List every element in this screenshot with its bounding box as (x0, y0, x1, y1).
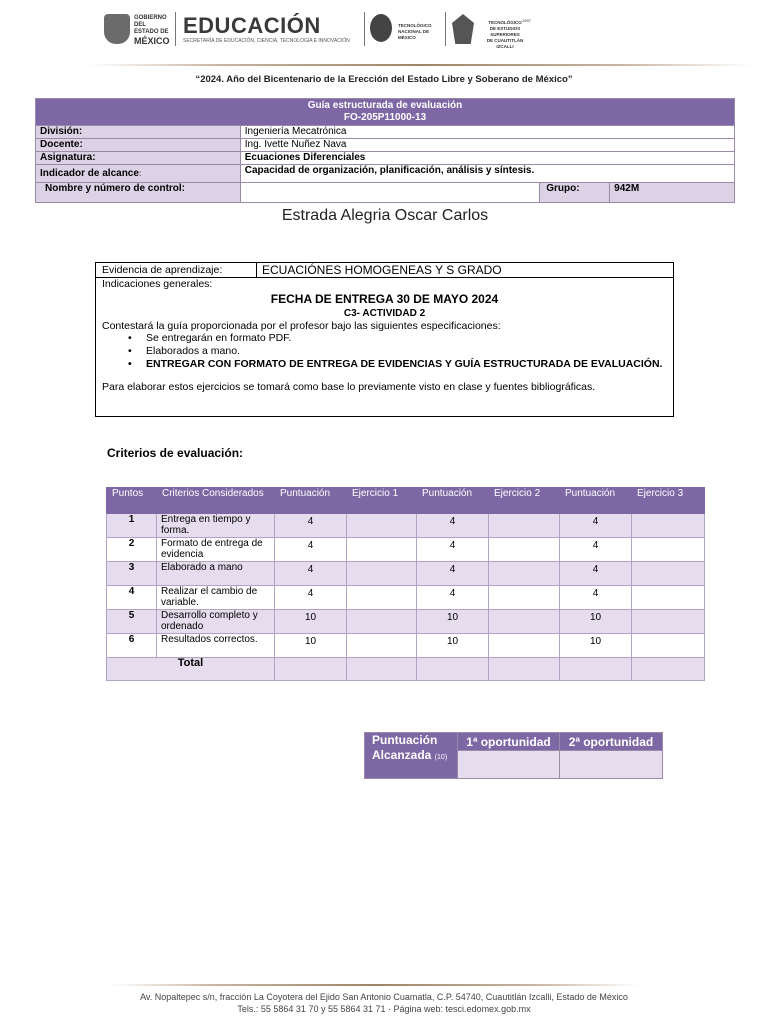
indicador-label-text: Indicador de alcance (40, 167, 139, 179)
instructions-footer: Para elaborar estos ejercicios se tomará como base lo previamente visto en clase y fuentes bibliográficas. (102, 381, 596, 393)
educacion-title: EDUCACIÓN (183, 13, 321, 38)
educacion-subtitle: SECRETARÍA DE EDUCACIÓN, CIENCIA, TECNOLOGÍA E INNOVACIÓN (183, 38, 350, 44)
gobierno-edomex-logo (104, 12, 172, 46)
list-item: • Elaborados a mano. (128, 345, 240, 357)
bullet-icon: • (128, 345, 132, 357)
column-header: Criterios Considerados (157, 488, 275, 514)
score-max: (10) (434, 754, 448, 761)
second-opportunity-score (560, 751, 663, 779)
indicador-value: Capacidad de organización, planificación, análisis y síntesis. (240, 165, 734, 183)
column-header: Ejercicio 3 (632, 488, 705, 514)
tesci-emblem-icon (452, 14, 474, 44)
address-line: Av. Nopaltepec s/n, fracción La Coyotera del Ejido San Antonio Cuamatla, C.P. 54740, Cuautitlán Izcalli, Estado de México (140, 992, 628, 1002)
total-label: Total (107, 658, 275, 681)
first-opportunity-score (458, 751, 560, 779)
control-label: Nombre y número de control: (36, 183, 241, 203)
footer-address (0, 991, 768, 1015)
instructions-list (126, 332, 667, 371)
column-header: Ejercicio 1 (347, 488, 417, 514)
table-row: 5 Desarrollo completo y ordenado 10 10 10 (107, 610, 705, 634)
edomex-shield-icon (104, 14, 130, 44)
logo-divider (445, 12, 446, 46)
year-motto: “2024. Año del Bicentenario de la Erección del Estado Libre y Soberano de México” (195, 74, 573, 85)
division-label: División: (36, 126, 241, 139)
instructions-intro: Contestará la guía proporcionada por el profesor bajo las siguientes especificaciones: (102, 320, 501, 332)
tecnm-line2: NACIONAL DE MÉXICO (398, 29, 430, 40)
tesci-line2: DE ESTUDIOS SUPERIORES (489, 26, 521, 37)
activity-title: C3- ACTIVIDAD 2 (343, 308, 426, 319)
grupo-label: Grupo: (540, 183, 610, 203)
indicaciones-label: Indicaciones generales: (102, 278, 213, 290)
indicador-label (36, 165, 241, 183)
list-item: • Se entregarán en formato PDF. (128, 332, 292, 344)
evidence-box (95, 262, 674, 417)
column-header: Puntos (107, 488, 157, 514)
tecnm-gear-icon (370, 14, 392, 42)
tesci-logo (452, 14, 532, 49)
table-row: 4 Realizar el cambio de variable. 4 4 4 (107, 586, 705, 610)
table-row: 1 Entrega en tiempo y forma. 4 4 4 (107, 514, 705, 538)
column-header: Puntuación (417, 488, 489, 514)
gov-mid-text: ESTADO DE (134, 29, 169, 35)
asignatura-label: Asignatura: (36, 152, 241, 165)
logo-divider (175, 12, 176, 46)
docente-value: Ing. Ivette Nuñez Nava (240, 139, 734, 152)
table-row: 3 Elaborado a mano 4 4 4 (107, 562, 705, 586)
guide-code: FO-205P11000-13 (343, 112, 427, 123)
tecnm-logo (370, 14, 446, 44)
gov-big-text: MÉXICO (134, 36, 170, 46)
indicador-colon: : (138, 168, 142, 178)
first-opportunity-label: 1ª oportunidad (458, 733, 560, 751)
column-header: Puntuación (560, 488, 632, 514)
criterios-title: Criterios de evaluación: (107, 446, 244, 460)
tecnm-line1: TECNOLÓGICO (398, 23, 432, 28)
control-value (240, 183, 539, 203)
table-row: 6 Resultados correctos. 10 10 10 (107, 634, 705, 658)
info-table-header (36, 99, 735, 126)
list-item: • ENTREGAR CON FORMATO DE ENTREGA DE EVIDENCIAS Y GUÍA ESTRUCTURADA DE EVALUACIÓN. (128, 358, 663, 370)
grupo-value: 942M (610, 183, 735, 203)
header-rule (88, 64, 752, 66)
document-header (0, 0, 768, 60)
guide-title: Guía estructurada de evaluación (307, 100, 463, 111)
evidence-value: ECUACIÓNES HOMOGENEAS Y S GRADO (262, 263, 502, 277)
bullet-icon: • (128, 358, 132, 370)
contact-line: Tels.: 55 5864 31 70 y 55 5864 31 71 · Página web: tesci.edomex.gob.mx (237, 1004, 531, 1014)
evaluation-info-table (35, 98, 735, 203)
footer-rule (110, 984, 640, 986)
gov-small-text: GOBIERNO DEL (134, 15, 167, 28)
tesci-line3: DE CUAUTITLÁN IZCALLI (486, 38, 524, 49)
due-date: FECHA DE ENTREGA 30 DE MAYO 2024 (270, 292, 499, 306)
evidence-label: Evidencia de aprendizaje: (102, 264, 223, 276)
total-row (107, 658, 705, 681)
score-table (364, 732, 663, 779)
docente-label: Docente: (36, 139, 241, 152)
asignatura-value: Ecuaciones Diferenciales (240, 152, 734, 165)
score-label (365, 733, 458, 779)
criteria-table (106, 487, 705, 681)
column-header: Ejercicio 2 (489, 488, 560, 514)
logo-divider (364, 12, 365, 46)
column-header: Puntuación (275, 488, 347, 514)
educacion-logo (183, 14, 363, 45)
score-label-text: Puntuación Alcanzada (372, 733, 438, 762)
division-value: Ingeniería Mecatrónica (240, 126, 734, 139)
tesci-year: 1997 (522, 18, 531, 23)
tesci-line1: TECNOLÓGICO (488, 20, 522, 25)
student-name: Estrada Alegria Oscar Carlos (281, 207, 489, 224)
second-opportunity-label: 2ª oportunidad (560, 733, 663, 751)
table-row: 2 Formato de entrega de evidencia 4 4 4 (107, 538, 705, 562)
criteria-header-row (107, 488, 705, 514)
bullet-icon: • (128, 332, 132, 344)
